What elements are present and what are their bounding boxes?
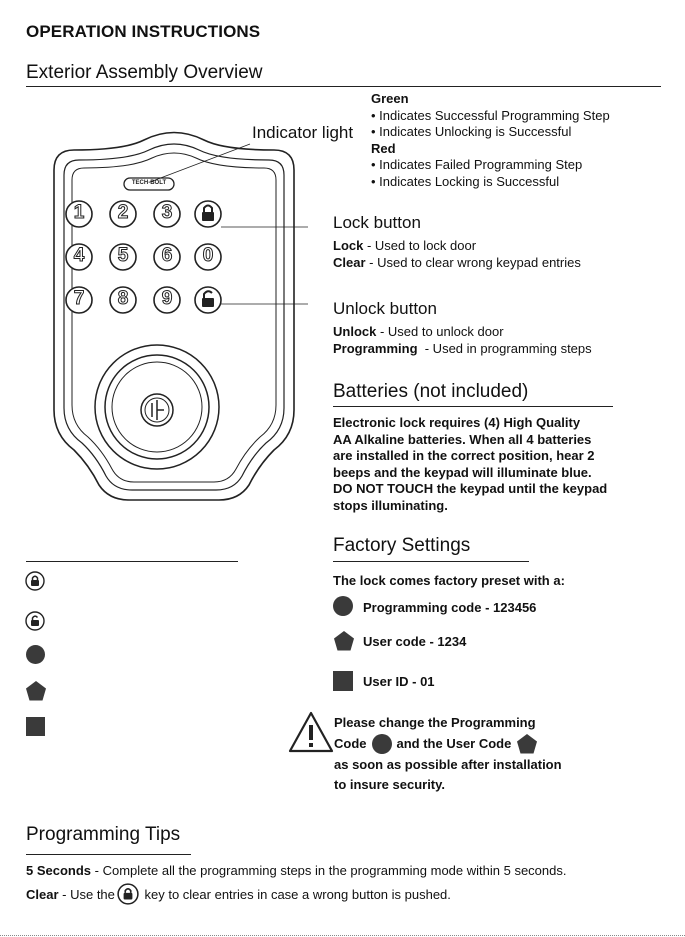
programming-desc: - Used in programming steps bbox=[417, 340, 592, 356]
exterior-rule bbox=[26, 86, 661, 87]
red-item-1: • Indicates Failed Programming Step bbox=[371, 157, 610, 174]
user-code-inline-pentagon-icon bbox=[516, 733, 538, 755]
user-code-text: User code - 1234 bbox=[363, 634, 467, 649]
key-5: 5 bbox=[117, 245, 129, 266]
key-0: 0 bbox=[202, 245, 214, 266]
batteries-heading: Batteries (not included) bbox=[333, 381, 529, 402]
warning-line-4: to insure security. bbox=[334, 777, 446, 792]
red-title: Red bbox=[371, 140, 396, 156]
warning-code-label: Code bbox=[334, 736, 367, 751]
green-item-2: • Indicates Unlocking is Successful bbox=[371, 124, 610, 141]
lock-button-title: Lock button bbox=[333, 213, 421, 232]
batteries-text bbox=[333, 415, 607, 514]
user-code-pentagon-icon bbox=[333, 630, 355, 652]
tip-clear-desc-a: - Use the bbox=[58, 886, 115, 902]
green-item-1: • Indicates Successful Programming Step bbox=[371, 108, 610, 125]
unlock-term: Unlock bbox=[333, 324, 377, 339]
warning-user-code-label: and the User Code bbox=[396, 736, 512, 751]
batteries-line-1: Electronic lock requires (4) High Quality bbox=[333, 415, 581, 430]
programming-term: Programming bbox=[333, 340, 418, 356]
programming-code-inline-circle-icon bbox=[372, 734, 392, 754]
green-title: Green bbox=[371, 91, 409, 106]
tip-five-seconds bbox=[26, 863, 566, 878]
lock-desc: - Used to lock door bbox=[363, 238, 477, 253]
key-2: 2 bbox=[117, 202, 129, 223]
tip-five-seconds-term: 5 Seconds bbox=[26, 863, 92, 878]
user-legend-pentagon-icon bbox=[25, 680, 47, 702]
lock-button-legend-icon bbox=[25, 571, 45, 591]
tip-clear-desc-b: key to clear entries in case a wrong button is pushed. bbox=[140, 886, 451, 902]
lock-illustration bbox=[24, 120, 344, 540]
warning-line-3: as soon as possible after installation bbox=[334, 757, 562, 772]
legend-rule bbox=[26, 561, 238, 562]
red-item-2: • Indicates Locking is Successful bbox=[371, 174, 610, 191]
indicator-light-label: Indicator light bbox=[252, 123, 354, 142]
warning-line-1: Please change the Programming bbox=[334, 715, 536, 730]
tip-clear-term: Clear bbox=[26, 886, 59, 902]
warning-text bbox=[334, 713, 562, 795]
programming-code-text: Programming code - 123456 bbox=[363, 600, 537, 615]
factory-intro: The lock comes factory preset with a: bbox=[333, 573, 565, 588]
batteries-line-6: stops illuminating. bbox=[333, 497, 448, 513]
tips-rule bbox=[26, 854, 191, 855]
user-id-text: User ID - 01 bbox=[363, 674, 435, 689]
programming-legend-circle-icon bbox=[26, 645, 45, 664]
exterior-heading: Exterior Assembly Overview bbox=[26, 62, 263, 83]
userid-legend-square-icon bbox=[26, 717, 45, 736]
key-6: 6 bbox=[161, 245, 173, 266]
key-8: 8 bbox=[117, 288, 129, 309]
factory-rule bbox=[333, 561, 529, 562]
user-id-square-icon bbox=[333, 671, 353, 691]
brand-logo: TECH-BOLT bbox=[131, 180, 167, 186]
indicator-info bbox=[371, 91, 610, 190]
batteries-line-4: beeps and the keypad will illuminate blue. bbox=[333, 464, 592, 480]
warning-icon bbox=[288, 711, 334, 753]
unlock-button-legend-icon bbox=[25, 611, 45, 631]
key-3: 3 bbox=[161, 202, 173, 223]
batteries-line-3: are installed in the correct position, hear 2 bbox=[333, 448, 595, 463]
factory-heading: Factory Settings bbox=[333, 535, 471, 556]
clear-desc: - Used to clear wrong keypad entries bbox=[365, 254, 581, 270]
batteries-rule bbox=[333, 406, 613, 407]
clear-term: Clear bbox=[333, 254, 366, 270]
unlock-button-desc bbox=[333, 324, 592, 357]
tip-five-seconds-desc: - Complete all the programming steps in the programming mode within 5 seconds. bbox=[91, 863, 567, 878]
programming-code-circle-icon bbox=[333, 596, 353, 616]
batteries-line-2: AA Alkaline batteries. When all 4 batteries bbox=[333, 431, 592, 447]
key-1: 1 bbox=[73, 202, 85, 223]
unlock-desc: - Used to unlock door bbox=[376, 324, 504, 339]
tip-clear bbox=[26, 883, 451, 905]
key-7: 7 bbox=[73, 288, 85, 309]
lock-key-inline-icon bbox=[117, 883, 139, 905]
key-4: 4 bbox=[73, 245, 85, 266]
batteries-line-5: DO NOT TOUCH the keypad until the keypad bbox=[333, 481, 608, 496]
page-title: OPERATION INSTRUCTIONS bbox=[26, 22, 261, 41]
page-bottom-border bbox=[0, 935, 685, 936]
tips-heading: Programming Tips bbox=[26, 824, 181, 845]
lock-button-desc bbox=[333, 238, 581, 271]
unlock-button-title: Unlock button bbox=[333, 299, 437, 318]
lock-term: Lock bbox=[333, 238, 364, 253]
key-9: 9 bbox=[161, 288, 173, 309]
